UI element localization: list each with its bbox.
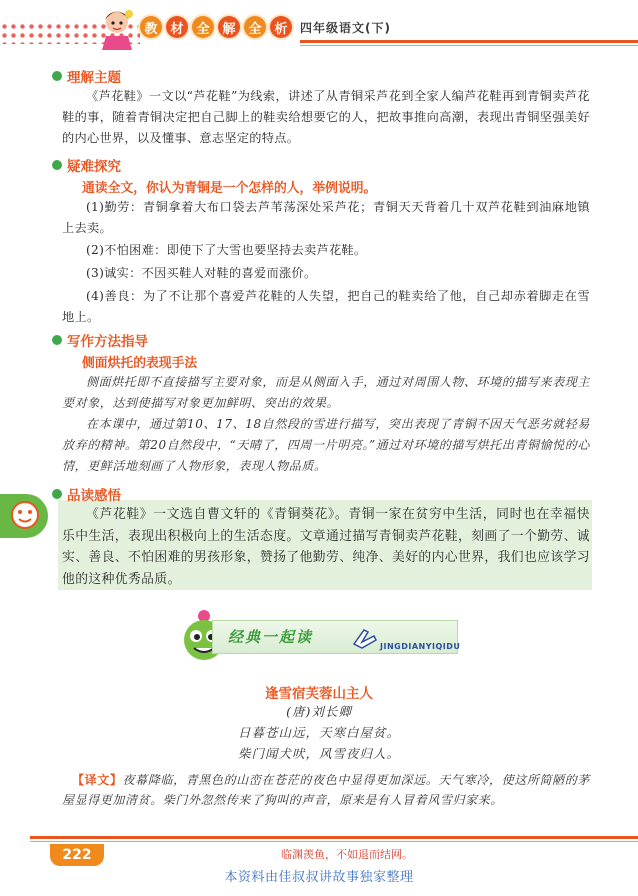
section-heading-theme: 理解主题 [52, 66, 121, 86]
writing-subheading: 侧面烘托的表现手法 [82, 356, 198, 371]
classic-reading-banner [174, 606, 464, 666]
banner-text: 经典一起读 [228, 628, 314, 646]
footer-source: 本资料由佳叔叔讲故事独家整理 [224, 870, 414, 885]
bullet-icon [52, 160, 62, 170]
difficulty-question: 通读全文，你认为青铜是一个怎样的人，举例说明。 [82, 181, 377, 196]
poem-line: 日暮苍山远，天寒白屋贫。 [237, 725, 400, 740]
title-char: 全 [244, 16, 266, 38]
grade-label: 四年级语文(下) [300, 21, 391, 35]
section-heading-writing: 写作方法指导 [52, 330, 148, 350]
book-title [140, 16, 292, 38]
section-heading-difficulty: 疑难探究 [52, 155, 121, 175]
translation-text: 夜幕降临，青黑色的山峦在苍茫的夜色中显得更加深远。天气寒冷，使这所简陋的茅屋显得更加清贫。柴门外忽然传来了狗叫的声音，原来是有人冒着风雪归家来。 [62, 773, 591, 807]
title-char: 解 [218, 16, 240, 38]
bullet-icon [52, 489, 62, 499]
page-header [0, 0, 638, 58]
poem-author: (唐)刘长卿 [286, 704, 352, 719]
title-char: 材 [166, 16, 188, 38]
header-rule [300, 40, 638, 43]
section-heading-appreciation: 品读感悟 [52, 484, 121, 504]
theme-paragraph: 《芦花鞋》一文以“芦花鞋”为线索，讲述了从青铜采芦花到全家人编芦花鞋再到青铜卖芦花鞋的事，随着青铜决定把自己脚上的鞋卖给想要它的人，把故事推向高潮，表现出青铜坚强美好的内心世界，以及懂事、意志坚定的特点。 [62, 89, 590, 145]
hand-pointer-icon [350, 622, 380, 652]
writing-paragraph: 侧面烘托即不直接描写主要对象，而是从侧面入手，通过对周围人物、环境的描写来表现主要对象，达到使描写对象更加鲜明、突出的效果。 [62, 375, 591, 410]
answer-item: (4)善良：为了不让那个喜爱芦花鞋的人失望，把自己的鞋卖给了他，自己却赤着脚走在雪地上。 [62, 289, 590, 324]
footer-motto: 临渊羡鱼，不如退而结网。 [281, 848, 413, 861]
header-rule-thin [300, 45, 638, 46]
translation-tag: 【译文】 [72, 773, 123, 787]
page-number: 222 [50, 844, 104, 866]
writing-paragraph: 在本课中，通过第10、17、18自然段的雪进行描写，突出表现了青铜不因天气恶劣就轻易放弃的精神。第20自然段中，“天晴了，四周一片明亮。”通过对环境的描写烘托出青铜愉悦的心情，更鲜活地刻画了人物形象，表现人物品质。 [62, 417, 590, 473]
girl-mascot-icon [96, 6, 138, 50]
poem-title: 逢雪宿芙蓉山主人 [265, 686, 373, 702]
appreciation-paragraph: 《芦花鞋》一文选自曹文轩的《青铜葵花》。青铜一家在贫穷中生活，同时也在幸福快乐中生活，表现出积极向上的生活态度。文章通过描写青铜卖芦花鞋，刻画了一个勤劳、诚实、善良、不怕困难的男孩形象，赞扬了他勤劳、纯净、美好的内心世界，我们也应该学习他的这种优秀品质。 [62, 507, 590, 587]
answer-item: (3)诚实：不因买鞋人对鞋的喜爱而涨价。 [86, 266, 317, 280]
smiley-face-icon [10, 500, 40, 530]
footer-rule-thin [30, 841, 638, 842]
answer-item: (1)勤劳：青铜拿着大布口袋去芦苇荡深处采芦花；青铜天天背着几十双芦花鞋到油麻地镇上去卖。 [62, 200, 590, 235]
bullet-icon [52, 335, 62, 345]
answer-item: (2)不怕困难：即使下了大雪也要坚持去卖芦花鞋。 [86, 243, 367, 257]
bullet-icon [52, 71, 62, 81]
title-char: 全 [192, 16, 214, 38]
title-char: 析 [270, 16, 292, 38]
footer-rule [30, 836, 638, 839]
banner-pinyin: JINGDIANYIQIDU [380, 642, 461, 651]
title-char: 教 [140, 16, 162, 38]
poem-translation [62, 770, 590, 810]
poem-line: 柴门闻犬吠，风雪夜归人。 [237, 746, 400, 761]
